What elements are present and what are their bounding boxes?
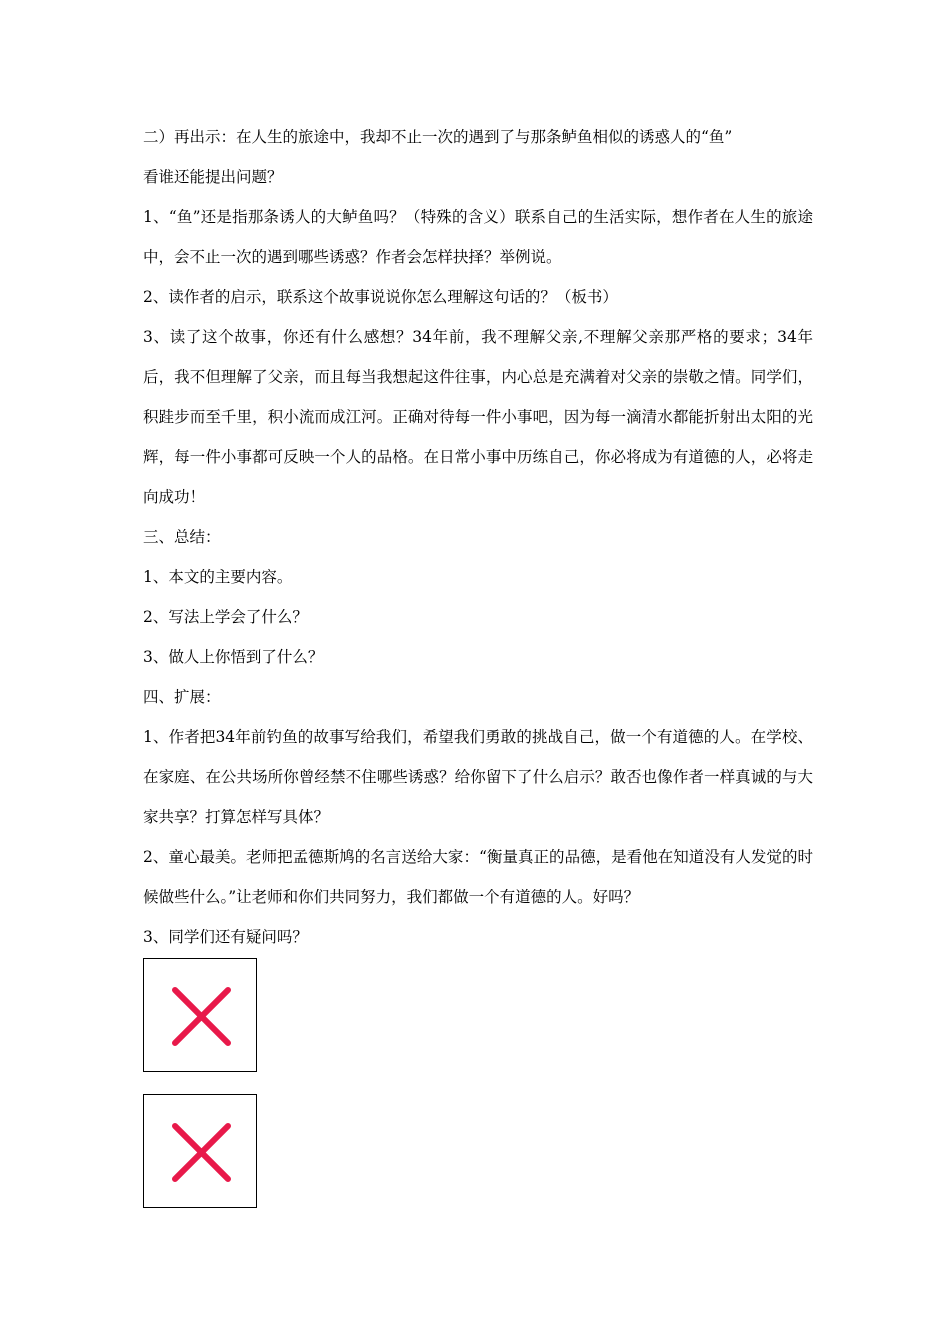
- question-2: 2、读作者的启示，联系这个故事说说你怎么理解这句话的？（板书）: [143, 288, 618, 306]
- image-placeholder-2: [143, 1094, 257, 1208]
- section-two-intro: 二）再出示：在人生的旅途中，我却不止一次的遇到了与那条鲈鱼相似的诱惑人的“鱼”: [143, 128, 733, 146]
- image-placeholder-1: [143, 958, 257, 1072]
- extension-item-3: 3、同学们还有疑问吗？: [143, 928, 308, 946]
- summary-item-1: 1、本文的主要内容。: [143, 568, 293, 586]
- section-three-heading: 三、总结：: [143, 528, 221, 546]
- question-3: 3、读了这个故事，你还有什么感想？34年前，我不理解父亲,不理解父亲那严格的要求；34年后，我不但理解了父亲，而且每当我想起这件往事，内心总是充满着对父亲的崇敬之情。同学们，积跬步而至千里，积小流而成江河。正确对待每一件小事吧，因为每一滴清水都能折射出太阳的光辉，每一件小事都可反映一个人的品格。在日常小事中历练自己，你必将成为有道德的人，必将走向成功！: [143, 328, 813, 506]
- question-1: 1、“鱼”还是指那条诱人的大鲈鱼吗？（特殊的含义）联系自己的生活实际，想作者在人生的旅途中，会不止一次的遇到哪些诱惑？作者会怎样抉择？举例说。: [143, 208, 813, 266]
- broken-image-icon: [144, 1095, 256, 1207]
- question-prompt: 看谁还能提出问题？: [143, 168, 283, 186]
- broken-image-icon: [144, 959, 256, 1071]
- summary-item-3: 3、做人上你悟到了什么？: [143, 648, 324, 666]
- summary-item-2: 2、写法上学会了什么？: [143, 608, 308, 626]
- extension-item-1: 1、作者把34年前钓鱼的故事写给我们，希望我们勇敢的挑战自己，做一个有道德的人。在学校、在家庭、在公共场所你曾经禁不住哪些诱惑？给你留下了什么启示？敢否也像作者一样真诚的与大家共享？打算怎样写具体？: [143, 728, 813, 826]
- section-four-heading: 四、扩展：: [143, 688, 221, 706]
- document-body: [143, 117, 813, 957]
- extension-item-2: 2、童心最美。老师把孟德斯鸠的名言送给大家：“衡量真正的品德，是看他在知道没有人发觉的时候做些什么。”让老师和你们共同努力，我们都做一个有道德的人。好吗？: [143, 848, 813, 906]
